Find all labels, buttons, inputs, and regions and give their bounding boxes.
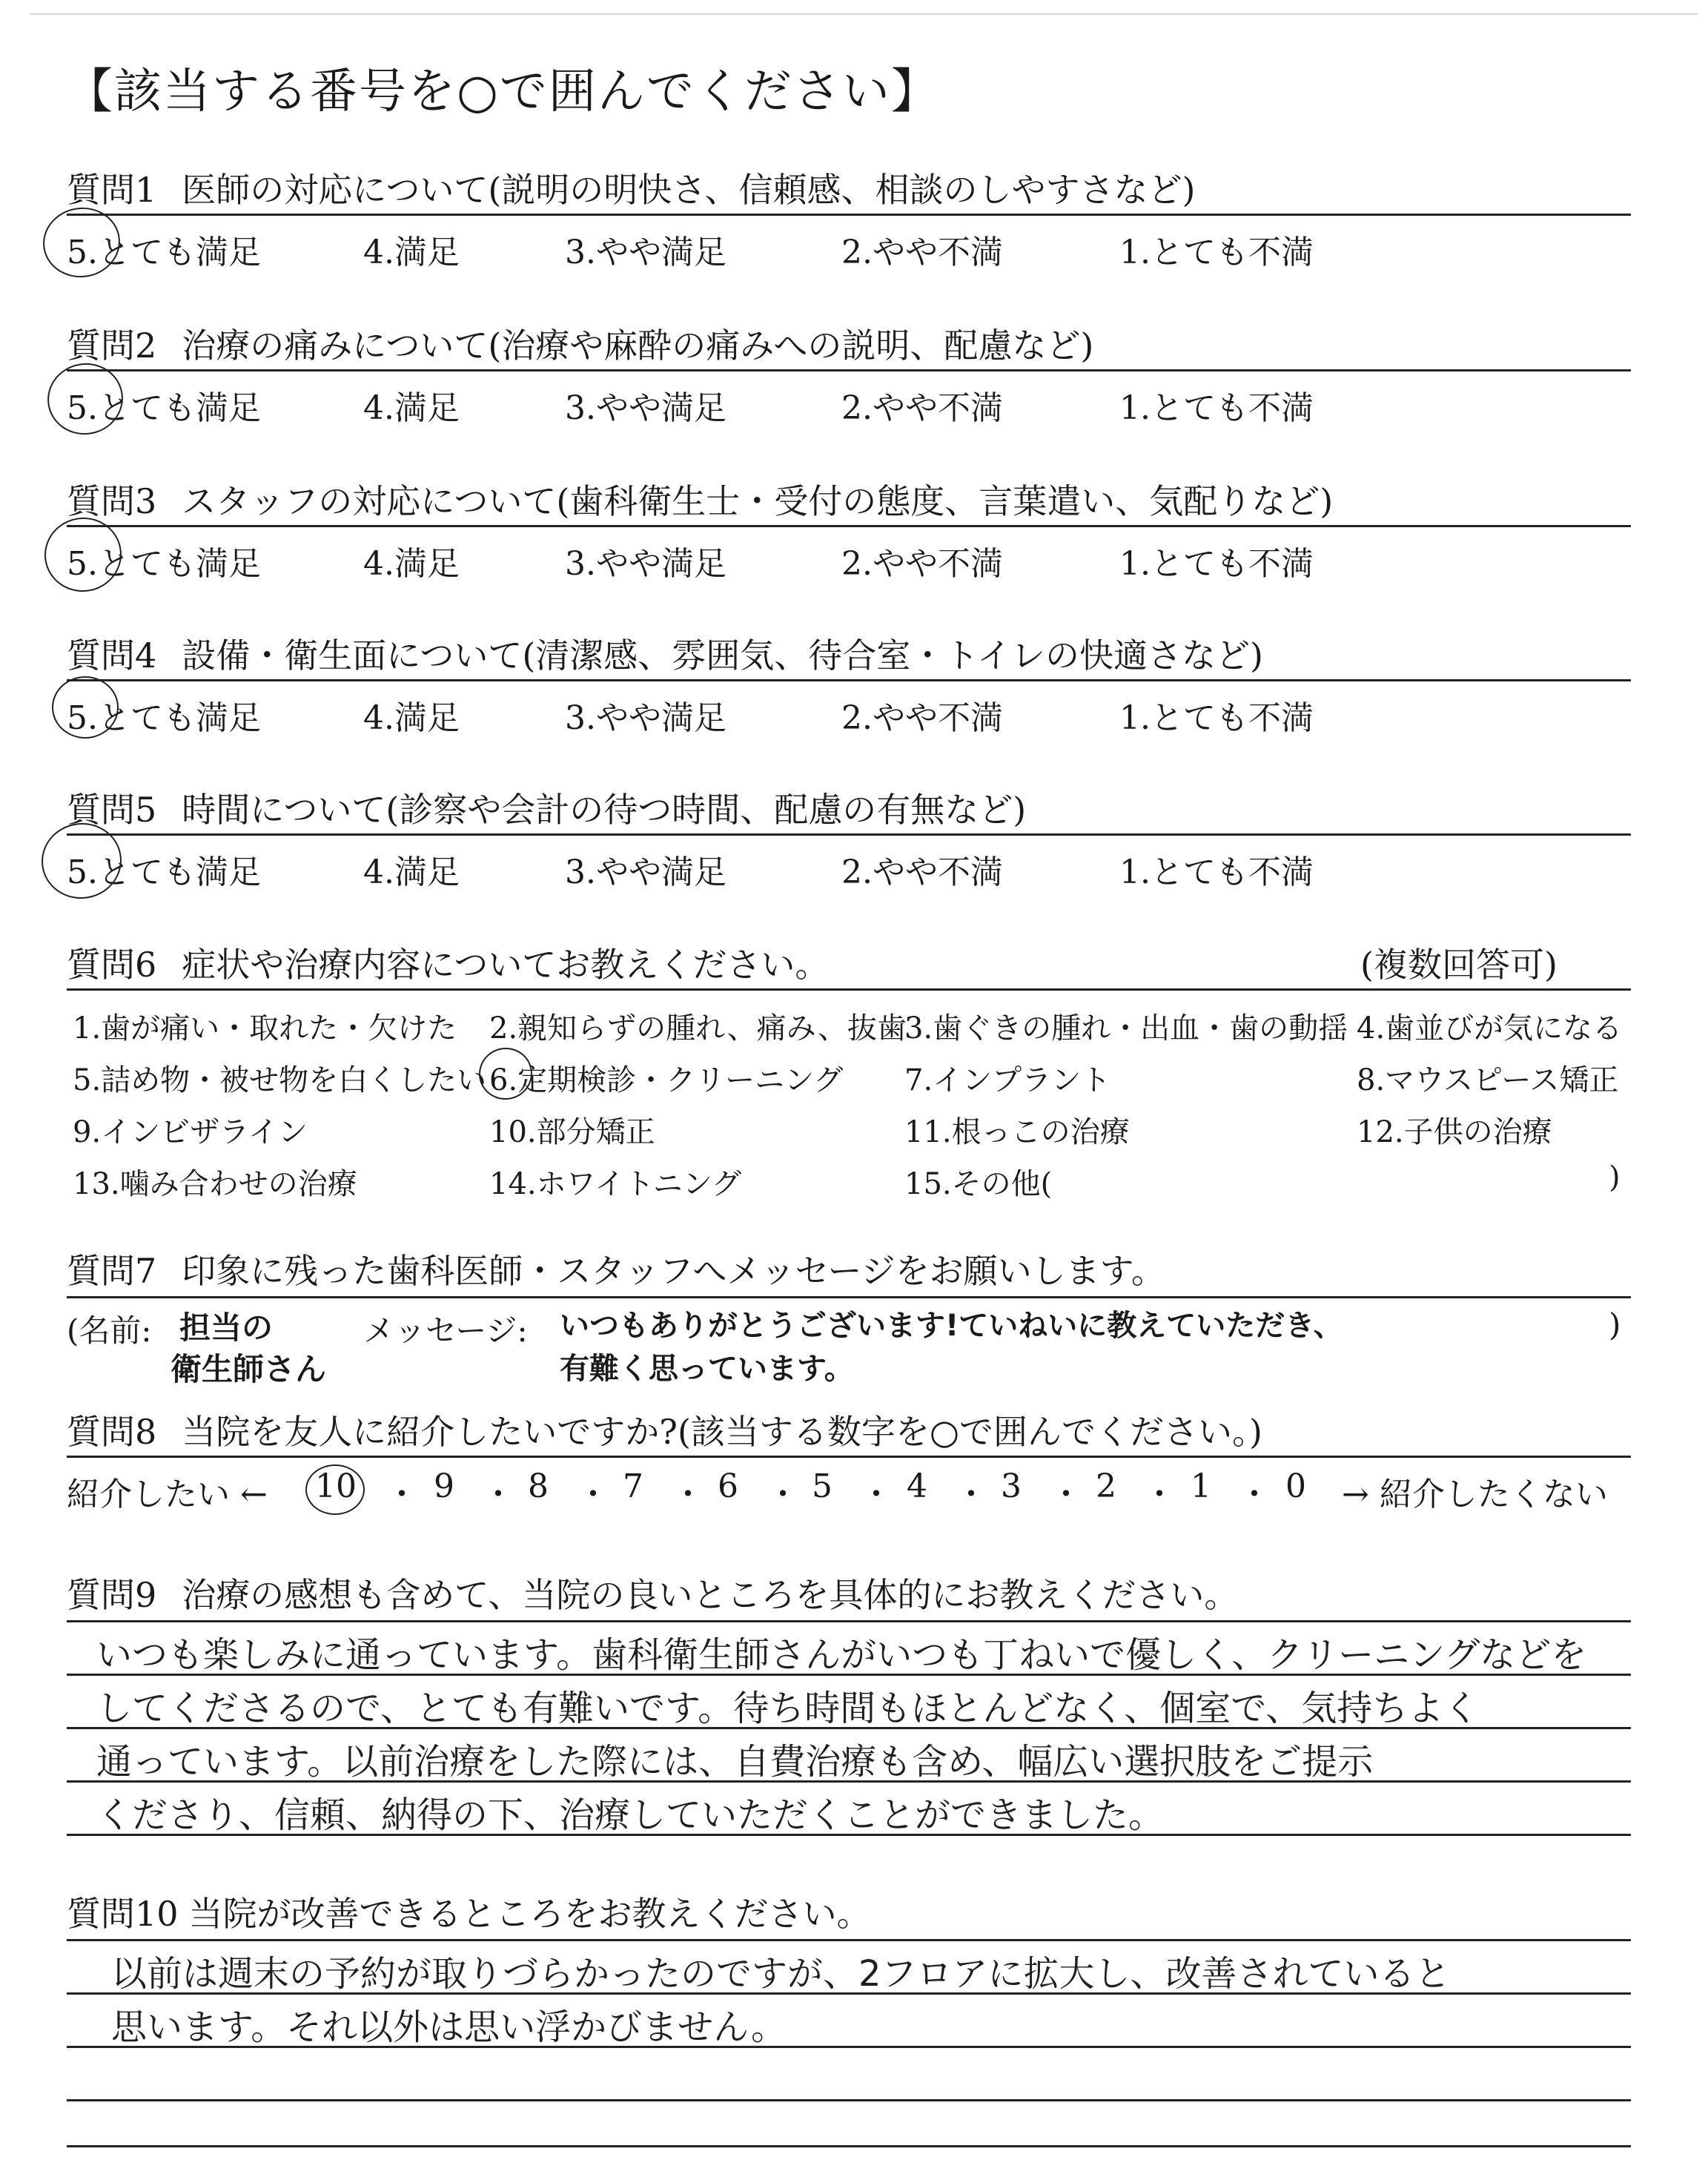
q8-left-label: 紹介したい ← bbox=[67, 1476, 268, 1513]
question-9-number: 質問9 bbox=[67, 1575, 157, 1615]
q5-option-4[interactable]: 4.満足 bbox=[363, 853, 460, 891]
q7-name-line1[interactable]: 担当の bbox=[179, 1309, 274, 1346]
question-4-rule bbox=[67, 679, 1631, 681]
question-3 bbox=[67, 475, 1631, 608]
q2-option-4[interactable]: 4.満足 bbox=[363, 389, 460, 427]
q8-dot: ・ bbox=[1238, 1476, 1271, 1513]
q6-option-2[interactable]: 2.親知らずの腫れ、痛み、抜歯 bbox=[489, 1011, 907, 1046]
q7-close-paren: ) bbox=[1609, 1307, 1621, 1343]
q8-scale-4[interactable]: 4 bbox=[907, 1467, 927, 1505]
question-5-number: 質問5 bbox=[67, 790, 157, 830]
question-6-text: 症状や治療内容についてお教えください。 bbox=[182, 945, 830, 985]
q1-option-3[interactable]: 3.やや満足 bbox=[565, 234, 726, 271]
q8-dot: ・ bbox=[767, 1476, 799, 1513]
q8-dot: ・ bbox=[577, 1476, 609, 1513]
question-8-number: 質問8 bbox=[67, 1412, 157, 1452]
q8-scale-7[interactable]: 7 bbox=[623, 1467, 643, 1505]
question-1 bbox=[67, 163, 1631, 297]
question-4 bbox=[67, 629, 1631, 762]
q8-scale-0[interactable]: 0 bbox=[1285, 1467, 1306, 1505]
question-10-rule-1 bbox=[67, 1939, 1631, 1941]
q9-answer-line-3: 通っています。以前治療をした際には、自費治療も含め、幅広い選択肢をご提示 bbox=[96, 1741, 1374, 1783]
question-2-text: 治療の痛みについて(治療や麻酔の痛みへの説明、配慮など) bbox=[182, 326, 1094, 366]
q7-message-line2[interactable]: 有難く思っています。 bbox=[560, 1352, 854, 1386]
question-5 bbox=[67, 783, 1631, 916]
question-4-text: 設備・衛生面について(清潔感、雰囲気、待合室・トイレの快適さなど) bbox=[182, 635, 1263, 676]
question-8-text: 当院を友人に紹介したいですか?(該当する数字を○で囲んでください。) bbox=[182, 1412, 1262, 1452]
question-6-title bbox=[67, 938, 829, 987]
question-10-rule-4 bbox=[67, 2099, 1631, 2101]
q6-option-15-close: ) bbox=[1609, 1160, 1621, 1195]
question-2-title bbox=[67, 319, 1093, 368]
question-6-number: 質問6 bbox=[67, 945, 157, 985]
q5-option-3[interactable]: 3.やや満足 bbox=[565, 853, 726, 891]
question-4-title bbox=[67, 629, 1263, 678]
question-1-title bbox=[67, 163, 1195, 212]
q6-option-10[interactable]: 10.部分矯正 bbox=[489, 1115, 655, 1149]
q6-option-7[interactable]: 7.インプラント bbox=[904, 1063, 1111, 1097]
q2-option-2[interactable]: 2.やや不満 bbox=[841, 389, 1003, 427]
q1-option-2[interactable]: 2.やや不満 bbox=[841, 234, 1003, 271]
q8-dot: ・ bbox=[672, 1476, 704, 1513]
question-8-rule bbox=[67, 1456, 1631, 1458]
question-9-rule-1 bbox=[67, 1620, 1631, 1622]
q4-option-3[interactable]: 3.やや満足 bbox=[565, 699, 726, 737]
question-9-text: 治療の感想も含めて、当院の良いところを具体的にお教えください。 bbox=[182, 1575, 1239, 1615]
q8-scale-8[interactable]: 8 bbox=[528, 1467, 549, 1505]
question-1-rule bbox=[67, 214, 1631, 216]
question-10-title bbox=[67, 1887, 871, 1936]
question-7-text: 印象に残った歯科医師・スタッフへメッセージをお願いします。 bbox=[182, 1251, 1165, 1291]
question-8-title bbox=[67, 1405, 1262, 1454]
q3-option-5[interactable]: 5.とても満足 bbox=[67, 545, 261, 583]
question-6 bbox=[67, 938, 1631, 1205]
q7-message-line1[interactable]: いつもありがとうございます!ていねいに教えていただき、 bbox=[560, 1309, 1343, 1343]
question-6-rule bbox=[67, 988, 1631, 991]
q9-answer-line-2: してくださるので、とても有難いです。待ち時間もほとんどなく、個室で、気持ちよく bbox=[96, 1688, 1480, 1729]
question-2-number: 質問2 bbox=[67, 326, 157, 366]
question-5-text: 時間について(診察や会計の待つ時間、配慮の有無など) bbox=[182, 790, 1027, 830]
question-3-rule bbox=[67, 525, 1631, 527]
question-10 bbox=[67, 1887, 1631, 2154]
q7-message-label: メッセージ: bbox=[363, 1312, 528, 1349]
q5-option-1[interactable]: 1.とても不満 bbox=[1119, 853, 1314, 891]
q9-answer-line-4: くださり、信頼、納得の下、治療していただくことができました。 bbox=[96, 1794, 1165, 1836]
q5-option-2[interactable]: 2.やや不満 bbox=[841, 853, 1003, 891]
q4-option-2[interactable]: 2.やや不満 bbox=[841, 699, 1003, 737]
q6-option-15[interactable]: 15.その他( bbox=[904, 1167, 1053, 1201]
question-1-number: 質問1 bbox=[67, 170, 157, 210]
question-10-number: 質問10 bbox=[67, 1894, 179, 1934]
question-3-text: スタッフの対応について(歯科衛生士・受付の態度、言葉遣い、気配りなど) bbox=[182, 481, 1334, 521]
q4-option-5[interactable]: 5.とても満足 bbox=[67, 699, 261, 737]
q6-option-5[interactable]: 5.詰め物・被せ物を白くしたい bbox=[73, 1063, 487, 1097]
question-6-note: (複数回答可) bbox=[1360, 945, 1558, 985]
q8-dot: ・ bbox=[385, 1476, 418, 1513]
q6-option-3[interactable]: 3.歯ぐきの腫れ・出血・歯の動揺 bbox=[904, 1011, 1348, 1046]
q7-name-label: (名前: bbox=[67, 1312, 152, 1349]
q6-option-6[interactable]: 6.定期検診・クリーニング bbox=[489, 1063, 844, 1097]
q8-scale-9[interactable]: 9 bbox=[434, 1467, 454, 1505]
question-3-title bbox=[67, 475, 1333, 524]
question-7-number: 質問7 bbox=[67, 1251, 157, 1291]
q8-scale-3[interactable]: 3 bbox=[1001, 1467, 1022, 1505]
question-8 bbox=[67, 1405, 1631, 1531]
q3-option-4[interactable]: 4.満足 bbox=[363, 545, 460, 583]
q6-option-8[interactable]: 8.マウスピース矯正 bbox=[1357, 1063, 1619, 1097]
q8-scale-2[interactable]: 2 bbox=[1096, 1467, 1116, 1505]
q8-scale-1[interactable]: 1 bbox=[1191, 1467, 1211, 1505]
q6-option-11[interactable]: 11.根っこの治療 bbox=[904, 1115, 1130, 1149]
question-2-rule bbox=[67, 369, 1631, 371]
q2-option-5[interactable]: 5.とても満足 bbox=[67, 389, 261, 427]
q4-option-4[interactable]: 4.満足 bbox=[363, 699, 460, 737]
q10-answer-line-1: 以前は週末の予約が取りづらかったのですが、2フロアに拡大し、改善されていると bbox=[111, 1953, 1451, 1995]
q6-option-13[interactable]: 13.噛み合わせの治療 bbox=[73, 1167, 357, 1201]
q4-option-1[interactable]: 1.とても不満 bbox=[1119, 699, 1314, 737]
top-border bbox=[30, 13, 1698, 15]
question-9 bbox=[67, 1568, 1631, 1835]
q8-dot: ・ bbox=[955, 1476, 987, 1513]
q5-option-5[interactable]: 5.とても満足 bbox=[67, 853, 261, 891]
q2-option-3[interactable]: 3.やや満足 bbox=[565, 389, 726, 427]
q8-dot: ・ bbox=[860, 1476, 893, 1513]
q2-option-1[interactable]: 1.とても不満 bbox=[1119, 389, 1314, 427]
q6-option-4[interactable]: 4.歯並びが気になる bbox=[1357, 1011, 1623, 1046]
q7-name-line2[interactable]: 衛生師さん bbox=[171, 1351, 327, 1387]
q9-answer-line-1: いつも楽しみに通っています。歯科衛生師さんがいつも丁ねいで優しく、クリーニングなどを bbox=[96, 1634, 1587, 1676]
q8-scale-6[interactable]: 6 bbox=[718, 1467, 738, 1505]
q6-option-1[interactable]: 1.歯が痛い・取れた・欠けた bbox=[73, 1011, 457, 1046]
question-4-number: 質問4 bbox=[67, 635, 157, 676]
q8-right-label: → 紹介したくない bbox=[1342, 1476, 1608, 1513]
q8-scale-10[interactable]: 10 bbox=[315, 1467, 357, 1505]
q4-selection-circle bbox=[52, 676, 119, 739]
q3-option-3[interactable]: 3.やや満足 bbox=[565, 545, 726, 583]
form-title: 【該当する番号を○で囲んでください】 bbox=[65, 65, 940, 119]
question-3-number: 質問3 bbox=[67, 481, 157, 521]
question-2 bbox=[67, 319, 1631, 452]
q8-dot: ・ bbox=[482, 1476, 514, 1513]
q8-dot: ・ bbox=[1143, 1476, 1176, 1513]
q1-option-5[interactable]: 5.とても満足 bbox=[67, 234, 261, 271]
question-7 bbox=[67, 1244, 1631, 1400]
q1-option-4[interactable]: 4.満足 bbox=[363, 234, 460, 271]
q3-option-2[interactable]: 2.やや不満 bbox=[841, 545, 1003, 583]
q8-scale-5[interactable]: 5 bbox=[812, 1467, 833, 1505]
question-7-title bbox=[67, 1244, 1165, 1293]
question-1-text: 医師の対応について(説明の明快さ、信頼感、相談のしやすさなど) bbox=[182, 170, 1196, 210]
question-5-title bbox=[67, 783, 1026, 832]
q6-option-14[interactable]: 14.ホワイトニング bbox=[489, 1167, 742, 1201]
q8-selection-circle bbox=[305, 1464, 365, 1515]
question-10-text: 当院が改善できるところをお教えください。 bbox=[188, 1894, 871, 1934]
question-5-rule bbox=[67, 833, 1631, 836]
q8-dot: ・ bbox=[1050, 1476, 1082, 1513]
q3-option-1[interactable]: 1.とても不満 bbox=[1119, 545, 1314, 583]
question-9-title bbox=[67, 1568, 1238, 1617]
q8-scale bbox=[67, 1467, 1631, 1512]
q6-option-12[interactable]: 12.子供の治療 bbox=[1357, 1115, 1552, 1149]
q6-option-9[interactable]: 9.インビザライン bbox=[73, 1115, 308, 1149]
question-7-rule bbox=[67, 1296, 1631, 1298]
q10-answer-line-2: 思います。それ以外は思い浮かびません。 bbox=[111, 2007, 787, 2048]
question-10-rule-5 bbox=[67, 2145, 1631, 2147]
q1-option-1[interactable]: 1.とても不満 bbox=[1119, 234, 1314, 271]
